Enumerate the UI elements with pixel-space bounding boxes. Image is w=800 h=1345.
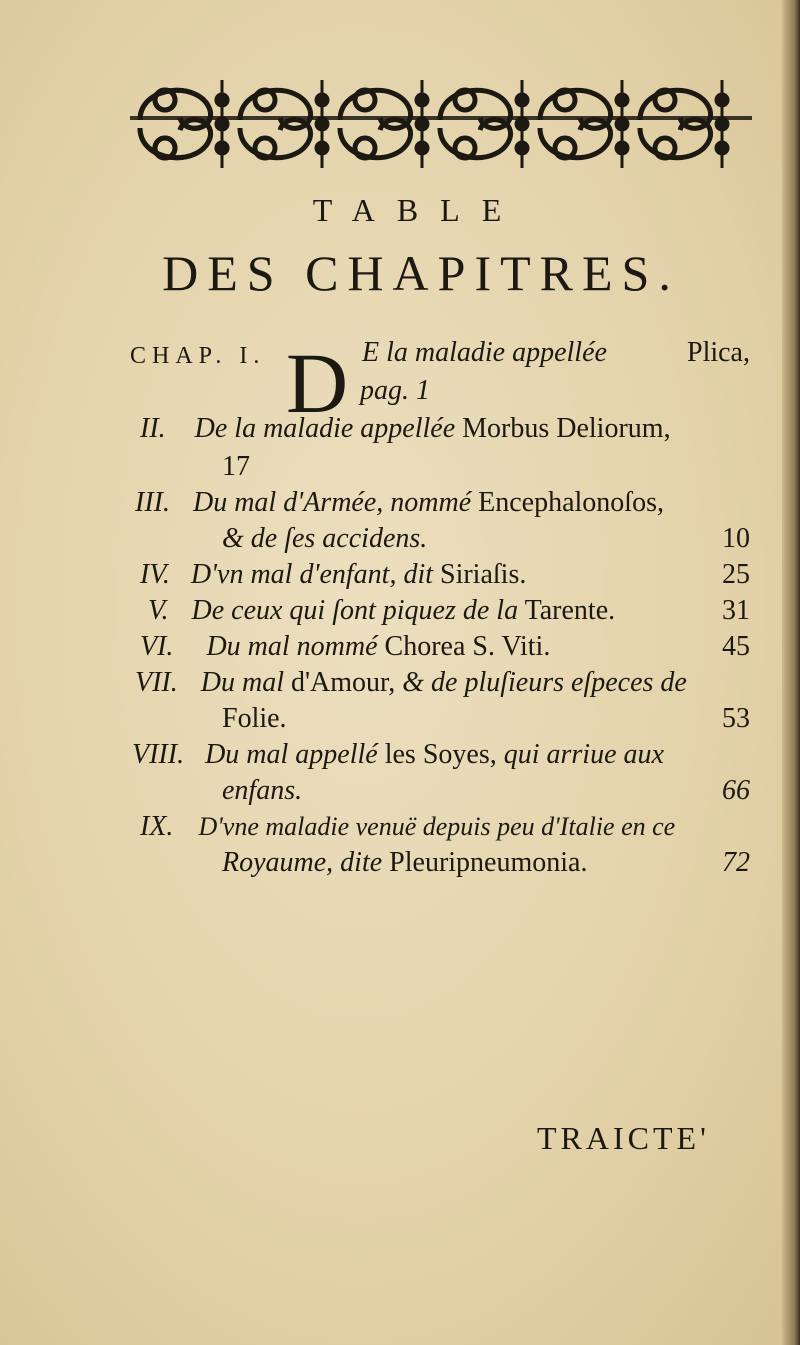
list-item [222,702,750,736]
list-item [135,486,749,520]
entry-text: Du mal [200,667,284,698]
entry-text-2: & de pluſieurs eſpeces de [402,667,687,698]
entry-term: les Soyes, [384,739,497,770]
chapter-number: IX. [140,811,174,842]
entry-term: Tarente. [524,595,616,626]
page-number: 53 [722,703,750,734]
entry-term: Chorea S. Viti. [384,631,551,662]
entry-continuation: pag. 1 [360,375,430,406]
entry-term: Plica, [687,337,750,368]
title-table: TABLE [312,192,524,228]
drop-capital: D [286,335,349,431]
list-item [222,846,750,880]
list-item [130,338,265,373]
chapter-label: CHAP. I. [130,343,266,369]
page-number: 10 [722,523,750,554]
chapter-number: II. [140,413,166,444]
chapter-number: III. [135,487,170,518]
entry-term: Encephalonoſos, [478,487,664,518]
entry-text: D'vne maladie venuë depuis peu d'Italie en ce [198,812,676,841]
chapter-number: VII. [135,667,178,698]
entry-continuation: Royaume, dite [222,847,383,878]
entry-continuation: Folie. [222,703,287,734]
list-item [135,666,750,700]
entry-term: Siriaſis. [440,559,527,590]
entry-text: D'vn mal d'enfant, dit [190,559,433,590]
chapter-number: VI. [140,631,174,662]
entry-continuation: & de ſes accidens. [222,523,428,554]
page-number: 66 [722,775,750,806]
chapter-number: IV. [140,559,170,590]
entry-text: Du mal d'Armée, nommé [192,487,472,518]
page-number: 31 [722,595,750,626]
list-item [140,810,750,844]
page-number: 25 [722,559,750,590]
entry-term: d'Amour, [291,667,396,698]
entry-text-2: qui arriue aux [503,739,664,770]
entry-continuation: enfans. [222,775,303,806]
chapter-number: VIII. [132,739,185,770]
chapter-number: V. [148,595,169,626]
entry-text: E la maladie appellée [362,337,607,368]
list-item [140,412,752,446]
list-item [140,630,750,664]
list-item [140,558,750,592]
entry-text: De la maladie appellée [194,413,456,444]
entry-text: Du mal nommé [206,631,378,662]
entry-continuation: 17 [222,451,250,482]
catchword: TRAICTE' [537,1120,710,1156]
entry-text: Du mal appellé [205,739,378,770]
list-item [222,774,750,808]
entry-term: Morbus Deliorum, [462,413,671,444]
title-des-chapitres: DES CHAPITRES. [162,245,680,301]
list-item [222,522,750,556]
entry-term: Pleuripneumonia. [389,847,588,878]
page-number: 72 [722,847,750,878]
list-item [148,594,750,628]
list-item [132,738,750,772]
entry-text: De ceux qui ſont piquez de la [191,595,519,626]
list-item [362,336,750,370]
page-number: 45 [722,631,750,662]
